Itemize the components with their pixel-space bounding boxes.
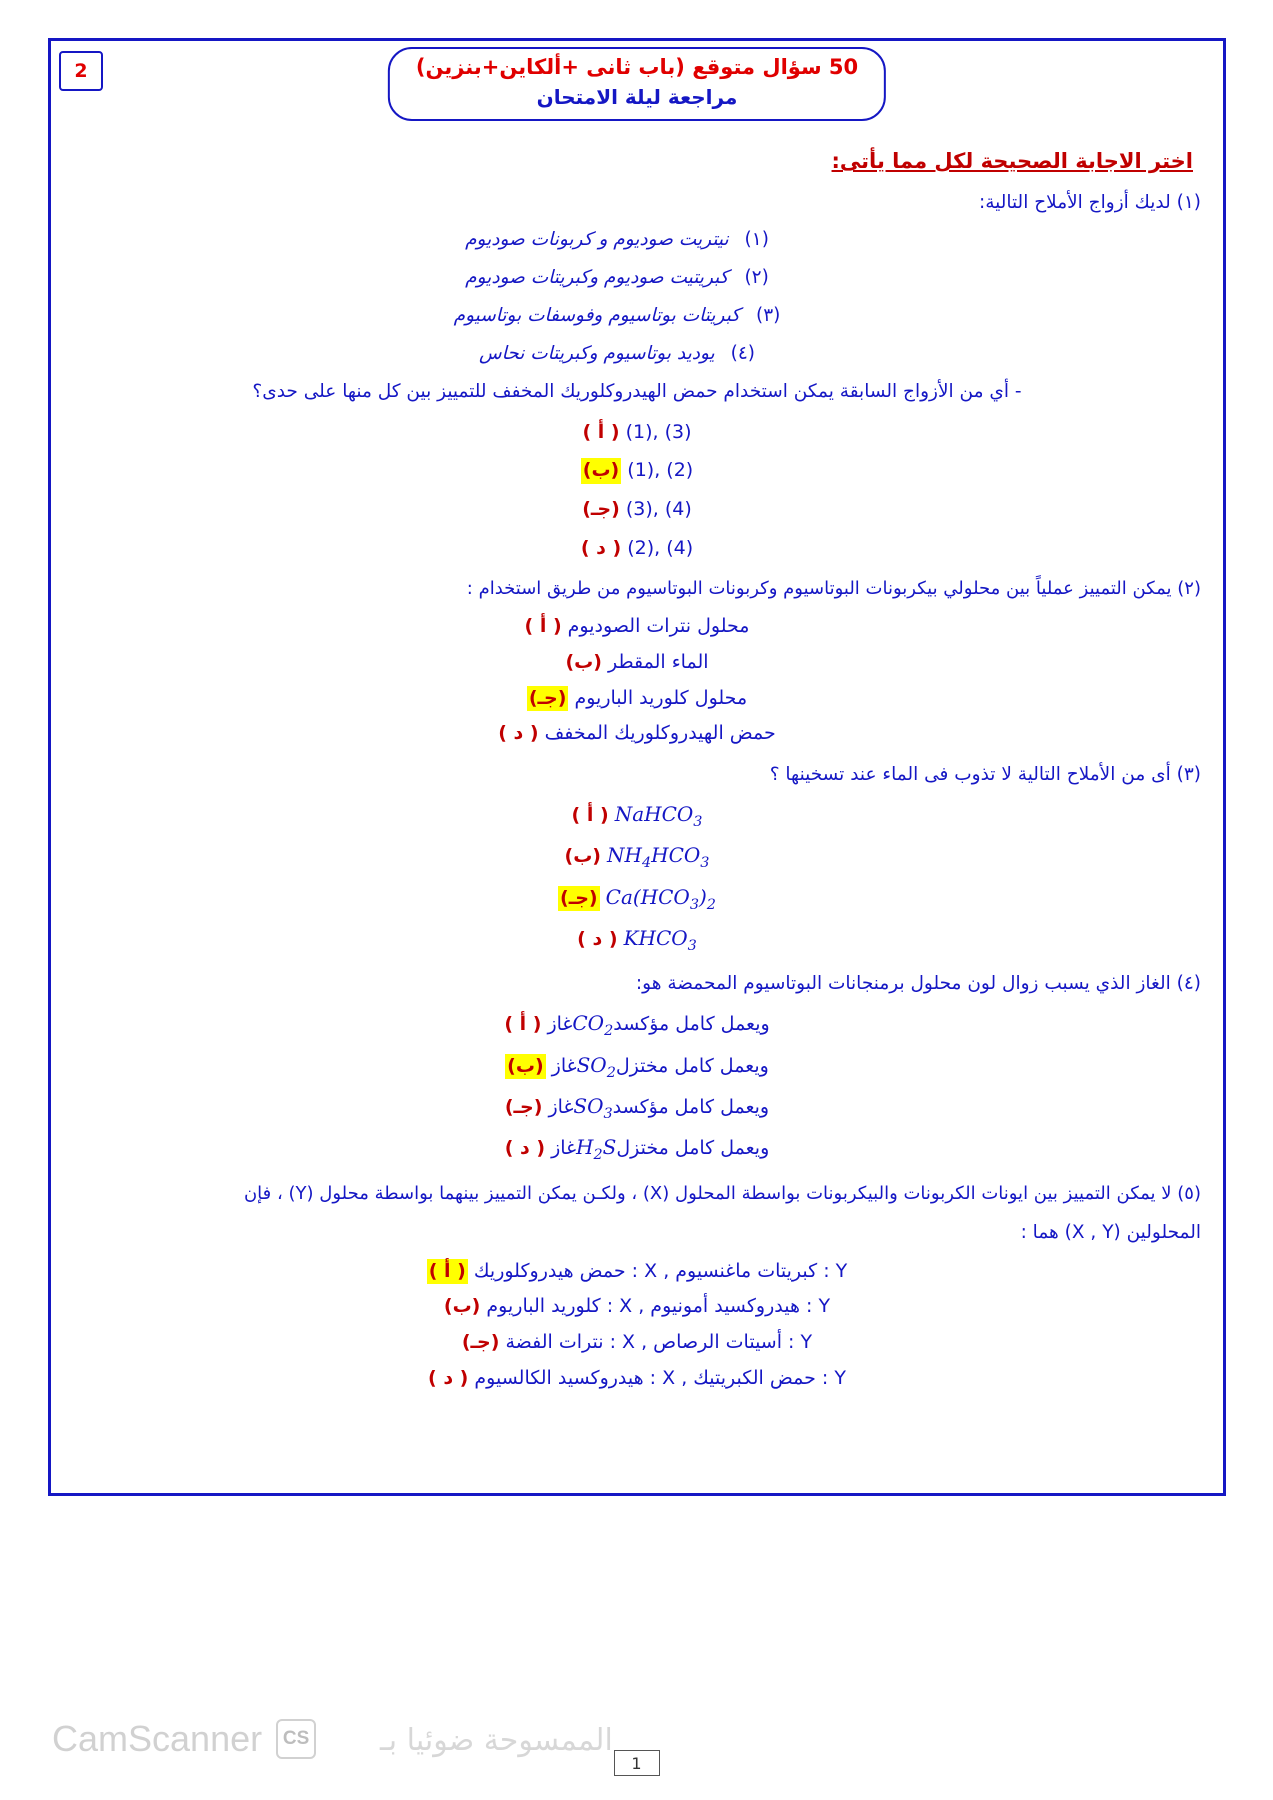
choice-d[interactable] [71,1134,1203,1165]
sub-item-number: (٤) [730,342,755,364]
choice-d[interactable] [71,721,1203,747]
choice-label: ( أ ) [571,803,609,826]
sub-item-number: (٣) [755,304,781,326]
choice-formula: $SO_3$ [573,1094,613,1122]
question-5-stem: (٥) لا يمكن التمييز بين ايونات الكربونات والبيكربونات بواسطة المحلول (X) ، ولكـن يمكن التمييز بينهما بواسطة محلول (Y) ، فإن [243,1182,1201,1204]
choice-label: ( د ) [577,927,618,950]
question-1-choices [71,420,1203,562]
question-1-sub-list [71,229,1163,364]
choice-text: ويعمل كامل مؤكسد [613,1013,770,1036]
question-2 [71,575,1203,747]
choice-a[interactable] [71,1010,1203,1041]
title-line-2: مراجعة ليلة الامتحان [536,85,738,109]
sub-item [71,229,1163,250]
choice-text: Y : حمض الكبريتيك , X : هيدروكسيد الكالسيوم [474,1366,846,1389]
sub-item [71,305,1163,326]
choice-a[interactable] [71,420,1203,446]
choice-c[interactable] [71,1330,1203,1356]
choice-c[interactable] [71,686,1203,712]
choice-formula: $NH_4HCO_3$ [607,843,710,872]
choice-text: (3) ,(1) [625,420,692,443]
title-line-1: 50 سؤال متوقع (باب ثانى +ألكاين+بنزين) [415,55,859,79]
choice-label: ( د ) [498,722,539,745]
choice-text: ويعمل كامل مختزل [615,1054,769,1077]
choice-label: (ب) [565,650,602,673]
instruction-text: اختر الاجابة الصحيحة لكل مما يأتى: [831,149,1193,173]
choice-b[interactable] [71,650,1203,676]
choice-label: ( أ ) [582,420,620,443]
question-3-stem: (٣) أى من الأملاح التالية لا تذوب فى الماء عند تسخينها ؟ [769,763,1201,785]
choice-text: محلول كلوريد الباريوم [574,686,748,709]
choice-prefix: غاز [542,1096,574,1118]
choice-label: ( د ) [428,1366,469,1389]
choice-label: ( أ ) [504,1013,542,1036]
sub-item-number: (١) [744,228,769,250]
choice-label: ( أ ) [427,1259,468,1285]
question-1-dash-line: - أي من الأزواج السابقة يمكن استخدام حمض الهيدروكلوريك المخفف للتمييز بين كل منها على حدى؟ [252,380,1022,402]
choice-text: (4) ,(2) [627,536,694,559]
question-4-choices [71,1010,1203,1166]
choice-c[interactable] [71,884,1203,915]
choice-label: (ب) [581,458,621,484]
footer-page-number: 1 [614,1750,660,1776]
camscanner-label: CamScanner [52,1718,263,1759]
page-badge-label: 2 [74,60,88,82]
question-4-stem: (٤) الغاز الذي يسبب زوال لون محلول برمنجانات البوتاسيوم المحمضة هو: [635,973,1201,995]
choice-a[interactable] [71,801,1203,832]
sub-item-text: كبريتيت صوديوم وكبريتات صوديوم [465,266,729,288]
choice-text: Y : كبريتات ماغنسيوم , X : حمض هيدروكلوريك [473,1259,848,1282]
question-1 [71,189,1203,561]
choice-text: ويعمل كامل مؤكسد [612,1096,770,1118]
sub-item-text: يوديد بوتاسيوم وكبريتات نحاس [479,342,715,364]
choice-label: (جـ) [582,498,620,521]
choice-c[interactable] [71,497,1203,523]
choice-text: (2) ,(1) [627,459,694,482]
choice-a[interactable] [71,1259,1203,1285]
question-2-choices [71,614,1203,747]
sub-item [71,267,1163,288]
choice-formula: $CO_2$ [572,1011,614,1040]
choice-formula: $SO_2$ [576,1052,616,1081]
choice-formula: $Ca(HCO_3)_2$ [605,884,716,913]
question-3 [71,761,1203,957]
choice-label: (جـ) [504,1096,543,1118]
document-page [48,38,1226,1496]
choice-label: (ب) [505,1054,545,1080]
choice-b[interactable] [71,458,1203,484]
choice-text: محلول نترات الصوديوم [567,615,750,638]
choice-prefix: غاز [541,1013,573,1036]
choice-label: (جـ) [461,1330,500,1353]
camscanner-arabic-label: الممسوحة ضوئيا بـ [380,1723,613,1758]
sub-item-text: كبريتات بوتاسيوم وفوسفات بوتاسيوم [453,304,741,326]
choice-b[interactable] [71,842,1203,873]
choice-label: (جـ) [558,886,600,912]
page-badge [59,51,103,91]
choice-prefix: غاز [545,1054,577,1077]
question-4 [71,970,1203,1166]
question-5-choices [71,1259,1203,1392]
sub-item [71,343,1163,364]
question-2-stem: (٢) يمكن التمييز عملياً بين محلولي بيكربونات البوتاسيوم وكربونات البوتاسيوم من طريق استخدام : [466,578,1201,600]
choice-prefix: غاز [545,1137,577,1160]
choice-formula: NaHCO$_3$ [614,801,703,830]
choice-text: الماء المقطر [607,650,709,673]
camscanner-badge: CS [276,1719,316,1759]
choice-text: حمض الهيدروكلوريك المخفف [544,722,776,745]
camscanner-watermark [52,1718,316,1760]
document-title-box [388,47,886,121]
choice-b[interactable] [71,1052,1203,1083]
choice-text: Y : هيدروكسيد أمونيوم , X : كلوريد الباريوم [486,1295,831,1318]
choice-label: ( د ) [504,1137,546,1160]
choice-d[interactable] [71,536,1203,562]
choice-label: (جـ) [527,686,569,712]
choice-a[interactable] [71,614,1203,640]
choice-c[interactable] [71,1093,1203,1124]
choice-text: ويعمل كامل مختزل [616,1137,770,1160]
choice-d[interactable] [71,925,1203,956]
choice-text: (4) ,(3) [625,498,692,521]
document-content [65,141,1209,1483]
sub-item-number: (٢) [744,266,769,288]
choice-label: ( د ) [580,536,622,559]
question-5 [71,1180,1203,1391]
choice-label: ( أ ) [524,615,562,638]
choice-text: Y : أسيتات الرصاص , X : نترات الفضة [505,1330,813,1353]
sub-item-text: نيتريت صوديوم و كربونات صوديوم [465,228,729,250]
choice-label: (ب) [443,1295,481,1318]
choice-b[interactable] [71,1294,1203,1320]
question-1-stem: (١) لديك أزواج الأملاح التالية: [978,192,1201,213]
choice-formula: $H_2S$ [576,1135,617,1164]
question-3-choices [71,801,1203,957]
choice-label: (ب) [564,845,601,868]
choice-formula: $KHCO_3$ [623,925,697,954]
choice-d[interactable] [71,1366,1203,1392]
question-5-stem-cont: المحلولين (X , Y) هما : [1020,1221,1201,1243]
